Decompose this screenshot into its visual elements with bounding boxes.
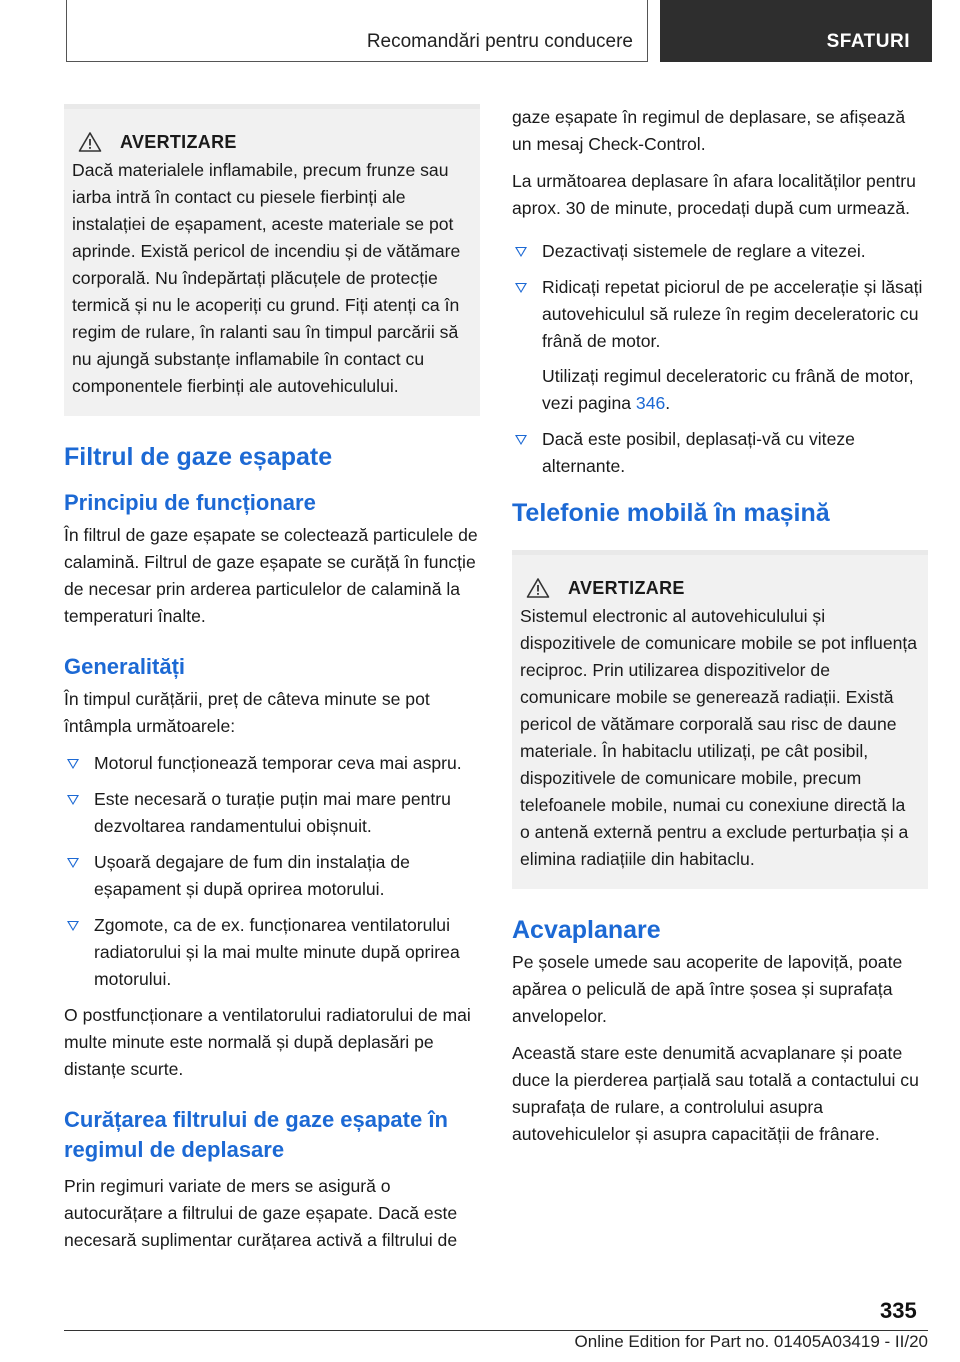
chapter-title: SFATURI [826,31,910,52]
bullet-triangle-icon [67,858,79,868]
continued-paragraph: gaze eșapate în regimul de deplasare, se afișează un mesaj Check-Control. [512,107,906,154]
heading-cleaning: Curățarea filtrului de gaze eșapate în regimul de deplasare [64,1107,448,1162]
step-sub-paragraph: Utilizați regimul deceleratoric cu frână de motor, vezi pagina 346. [542,366,914,413]
list-item: Este necesară o turație puțin mai mare pentru dezvoltarea randamentului obișnuit. [64,786,480,840]
warning-triangle-icon [78,131,102,153]
right-column [512,104,928,1158]
next-trip-paragraph: La următoarea deplasare în afara localităților pentru aprox. 30 de minute, procedați după cum urmează. [512,171,916,218]
general-paragraph: În timpul curățării, preț de câteva minute se pot întâmpla următoarele: [64,689,430,736]
list-item: Dezactivați sistemele de reglare a vitezei. [512,238,928,265]
warning-triangle-icon [526,577,550,599]
warning-box-mobile [512,550,928,889]
page-link-346[interactable]: 346 [635,393,666,413]
aqua-paragraph-2: Această stare este denumită acvaplanare și poate duce la pierderea parțială sau totală a contactului cu suprafața de rulare, a controlului asupra autovehiculelor și asupra capacității de frânare. [512,1043,919,1144]
postrun-paragraph: O postfuncționare a ventilatorului radiatorului de mai multe minute este normală și după deplasări pe distanțe scurte. [64,1005,471,1079]
steps-list [512,238,928,480]
heading-exhaust-filter: Filtrul de gaze eșapate [64,443,333,471]
cleaning-paragraph: Prin regimuri variate de mers se asigură o autocurățare a filtrului de gaze eșapate. Dacă este necesară suplimentar curățarea activă a filtrului de [64,1176,458,1250]
footer-edition: Online Edition for Part no. 01405A03419 - II/20 [574,1332,928,1351]
bullet-triangle-icon [67,795,79,805]
bullet-triangle-icon [67,759,79,769]
bullet-triangle-icon [67,921,79,931]
heading-general: Generalități [64,654,186,679]
left-column [64,104,480,1264]
header-chapter-box [660,0,932,62]
bullet-triangle-icon [515,247,527,257]
aqua-paragraph-1: Pe șosele umede sau acoperite de lapoviță, poate apărea o peliculă de apă între șosea și suprafața anvelopelor. [512,952,903,1026]
list-item: Dacă este posibil, deplasați-vă cu viteze alternante. [512,426,928,480]
general-list [64,750,480,993]
warning-text: Sistemul electronic al autovehiculului și dispozitivele de comunicare mobile se pot influența reciproc. Prin utilizarea dispozitivelor de comunicare mobile se generează radiații. Există pericol de vătămare corporală sau risc de daune materiale. În habitaclu utilizați, pe cât posibil, dispozitivele de comunicare mobile, precum telefoanele mobile, numai cu conexiune directă la o antenă externă pentru a exclude perturbația și a elimina radiațiile din habitaclu. [520,606,918,869]
bullet-triangle-icon [515,283,527,293]
warning-box-fire [64,104,480,416]
bullet-triangle-icon [515,435,527,445]
warning-title: AVERTIZARE [120,131,237,152]
heading-mobile-phone: Telefonie mobilă în mașină [512,499,830,527]
list-item: Ridicați repetat piciorul de pe accelerație și lăsați autovehiculul să ruleze în regim deceleratoric cu frână de motor. Utilizați regimul deceleratoric cu frână de motor, vezi pagina 346. [512,274,928,417]
list-item: Ușoară degajare de fum din instalația de eșapament și după oprirea motorului. [64,849,480,903]
page-number: 335 [880,1298,917,1323]
warning-title: AVERTIZARE [568,577,685,598]
heading-principle: Principiu de funcționare [64,490,316,515]
footer-divider [64,1330,928,1331]
section-title: Recomandări pentru conducere [366,30,633,52]
heading-aquaplaning: Acvaplanare [512,916,661,944]
principle-paragraph: În filtrul de gaze eșapate se colectează particulele de calamină. Filtrul de gaze eșapate se curăță în funcție de necesar prin arderea particulelor de calamină la temperaturi înalte. [64,525,478,626]
list-item: Motorul funcționează temporar ceva mai aspru. [64,750,480,777]
list-item: Zgomote, ca de ex. funcționarea ventilatorului radiatorului și la mai multe minute după oprirea motorului. [64,912,480,993]
warning-text: Dacă materialele inflamabile, precum frunze sau iarba intră în contact cu piesele fierbinți ale instalației de eșapament, aceste materiale se pot aprinde. Există pericol de incendiu și de vătămare corporală. Nu îndepărtați plăcuțele de protecție termică și nu le acoperiți cu grund. Fiți atenți ca în regim de rulare, în ralanti sau în timpul parcării să nu ajungă substanțe inflamabile în contact cu componentele fierbinți ale autovehiculului. [72,160,461,396]
header-section-box [66,0,648,62]
